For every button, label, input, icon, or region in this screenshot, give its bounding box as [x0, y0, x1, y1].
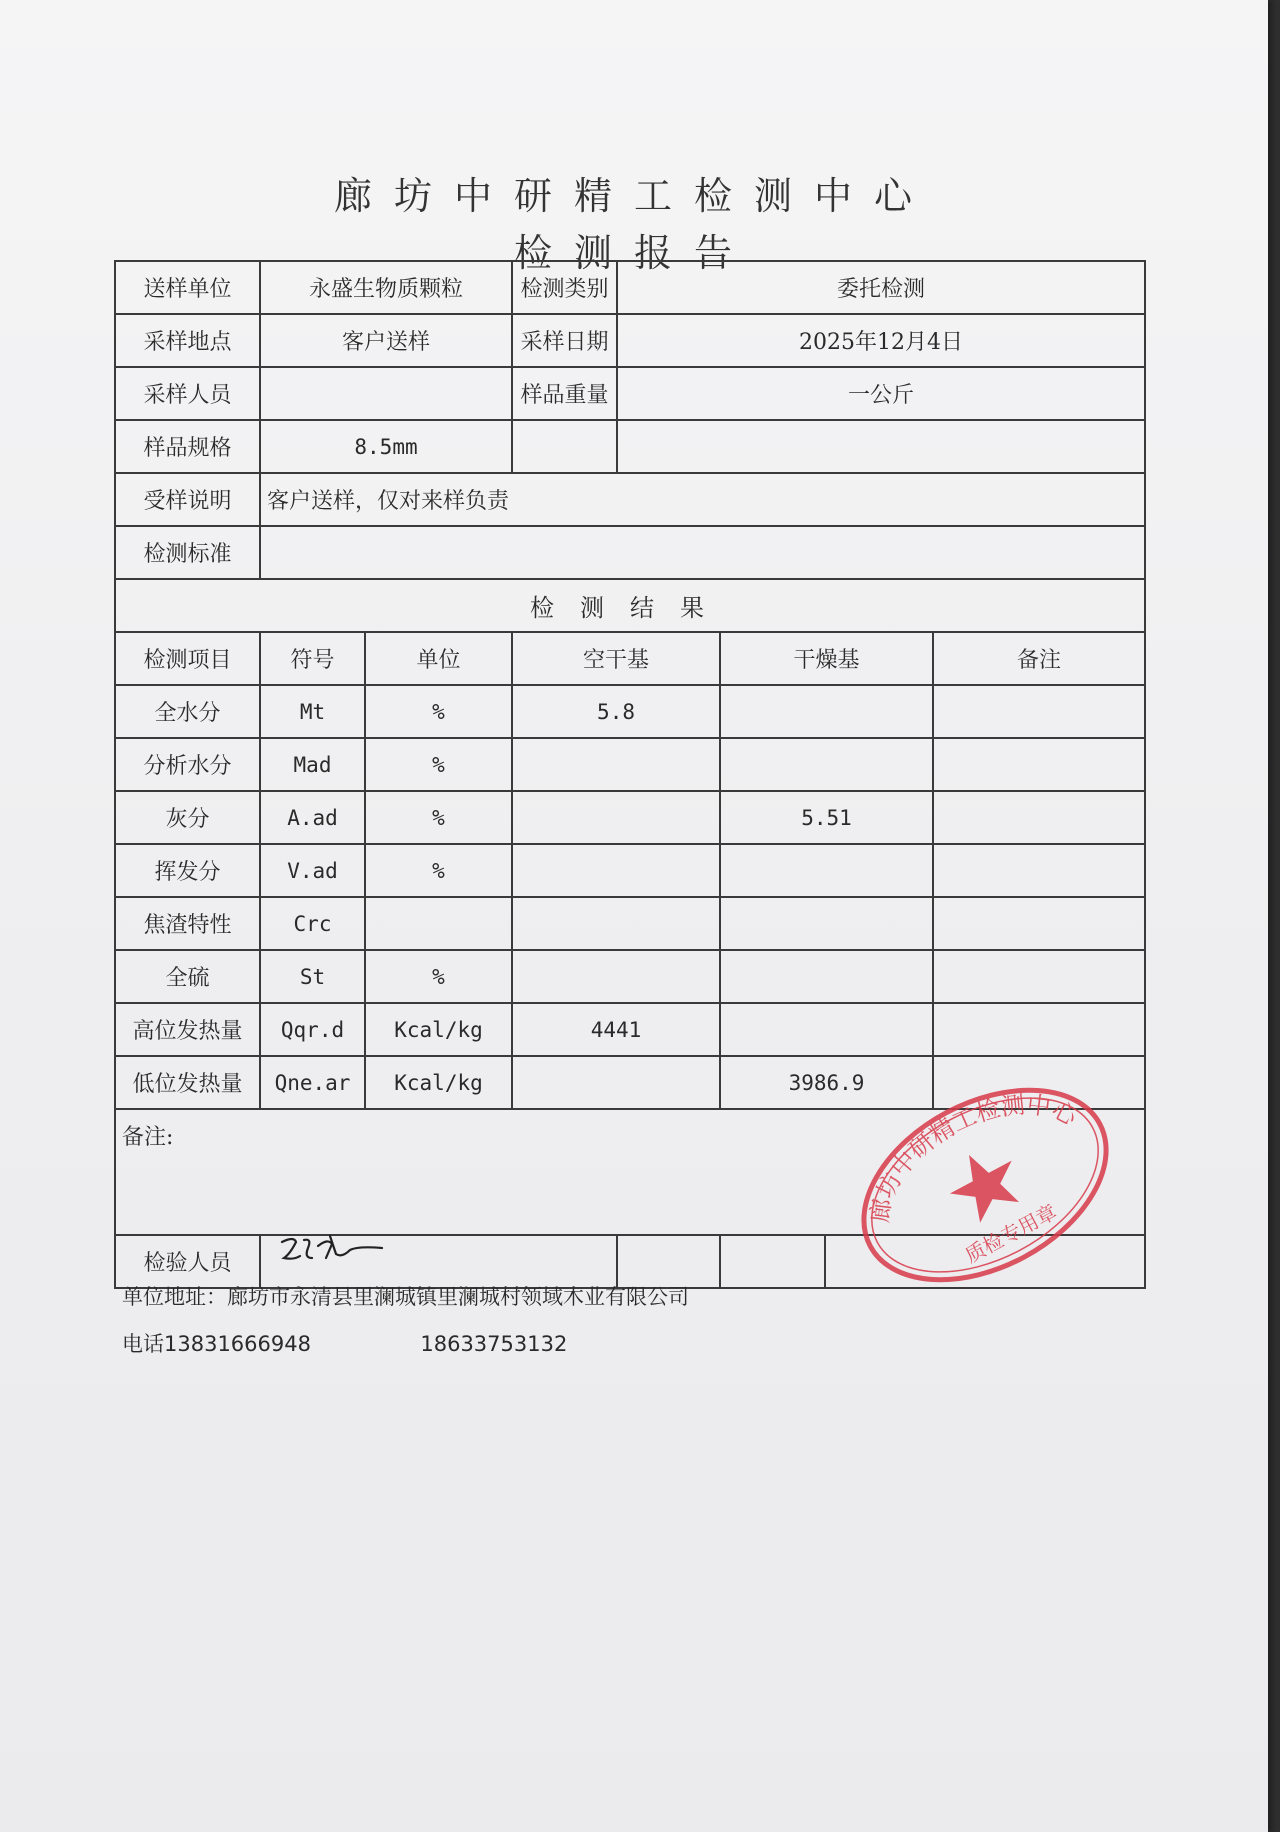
symbol-cell: A.ad	[260, 791, 365, 844]
note-cell	[933, 685, 1145, 738]
dry-cell	[720, 1003, 933, 1056]
unit-cell: %	[365, 685, 512, 738]
column-header: 干燥基	[720, 632, 933, 685]
info-value	[260, 367, 512, 420]
info-value: 永盛生物质颗粒	[260, 261, 512, 314]
info-row	[115, 314, 1145, 367]
column-header: 单位	[365, 632, 512, 685]
phone-number-1: 13831666948	[164, 1332, 311, 1356]
phone-number-2: 18633753132	[420, 1332, 568, 1356]
info-value: 委托检测	[617, 261, 1145, 314]
column-header: 符号	[260, 632, 365, 685]
table-row	[115, 791, 1145, 844]
item-cell: 焦渣特性	[115, 897, 260, 950]
item-cell: 全水分	[115, 685, 260, 738]
table-row	[115, 738, 1145, 791]
table-row	[115, 897, 1145, 950]
info-row	[115, 473, 1145, 526]
info-value: 客户送样，仅对来样负责	[260, 473, 1145, 526]
quality-stamp	[830, 1075, 1140, 1295]
info-label: 送样单位	[115, 261, 260, 314]
remarks-label: 备注:	[115, 1109, 1145, 1235]
unit-cell: %	[365, 950, 512, 1003]
stamp-org-text: 廊坊中研精工检测中心	[865, 1090, 1082, 1225]
info-value: 客户送样	[260, 314, 512, 367]
org-title: 廊坊中研精工检测中心	[333, 174, 934, 218]
address-line: 单位地址：廊坊市永清县里澜城镇里澜城村领域木业有限公司	[122, 1285, 689, 1309]
info-label: 受样说明	[115, 473, 260, 526]
air-dry-cell: 4441	[512, 1003, 720, 1056]
info-value	[260, 526, 1145, 579]
unit-cell: %	[365, 791, 512, 844]
table-row	[115, 950, 1145, 1003]
air-dry-cell	[512, 1056, 720, 1109]
info-value: 一公斤	[617, 367, 1145, 420]
info-label: 采样地点	[115, 314, 260, 367]
dry-cell	[720, 897, 933, 950]
results-header-row	[115, 632, 1145, 685]
stamp-sub-text: 质检专用章	[961, 1199, 1061, 1268]
info-row	[115, 261, 1145, 314]
air-dry-cell	[512, 738, 720, 791]
note-cell	[933, 950, 1145, 1003]
unit-cell: %	[365, 738, 512, 791]
unit-cell: %	[365, 844, 512, 897]
dry-cell	[720, 950, 933, 1003]
document-title: 检测报告	[513, 231, 754, 275]
info-row	[115, 367, 1145, 420]
item-cell: 全硫	[115, 950, 260, 1003]
unit-cell	[365, 897, 512, 950]
phone-line	[122, 1328, 567, 1358]
table-row	[115, 685, 1145, 738]
results-section-title: 检测结果	[115, 579, 1145, 632]
air-dry-cell	[512, 897, 720, 950]
column-header: 检测项目	[115, 632, 260, 685]
dry-cell	[720, 738, 933, 791]
item-cell: 分析水分	[115, 738, 260, 791]
phone-label: 电话	[122, 1332, 164, 1356]
symbol-cell: V.ad	[260, 844, 365, 897]
column-header: 备注	[933, 632, 1145, 685]
note-cell	[933, 1003, 1145, 1056]
table-row	[115, 844, 1145, 897]
note-cell	[933, 791, 1145, 844]
info-row	[115, 420, 1145, 473]
air-dry-cell	[512, 791, 720, 844]
info-label: 采样日期	[512, 314, 617, 367]
handwritten-signature	[278, 1228, 388, 1268]
info-value: 8.5mm	[260, 420, 512, 473]
symbol-cell: Mt	[260, 685, 365, 738]
air-dry-cell	[512, 950, 720, 1003]
info-empty-cell	[617, 420, 1145, 473]
dry-cell	[720, 685, 933, 738]
dry-cell	[720, 844, 933, 897]
item-cell: 高位发热量	[115, 1003, 260, 1056]
info-label: 样品重量	[512, 367, 617, 420]
info-row	[115, 526, 1145, 579]
symbol-cell: Qne.ar	[260, 1056, 365, 1109]
dry-cell: 5.51	[720, 791, 933, 844]
item-cell: 挥发分	[115, 844, 260, 897]
table-row	[115, 1003, 1145, 1056]
dry-cell: 3986.9	[720, 1056, 933, 1109]
note-cell	[933, 897, 1145, 950]
inspector-empty-cell	[720, 1235, 825, 1288]
air-dry-cell: 5.8	[512, 685, 720, 738]
item-cell: 低位发热量	[115, 1056, 260, 1109]
symbol-cell: Crc	[260, 897, 365, 950]
air-dry-cell	[512, 844, 720, 897]
info-label: 检测类别	[512, 261, 617, 314]
column-header: 空干基	[512, 632, 720, 685]
item-cell: 灰分	[115, 791, 260, 844]
inspector-label: 检验人员	[115, 1235, 260, 1288]
info-label: 样品规格	[115, 420, 260, 473]
symbol-cell: Mad	[260, 738, 365, 791]
info-label: 采样人员	[115, 367, 260, 420]
unit-cell: Kcal/kg	[365, 1056, 512, 1109]
section-row	[115, 579, 1145, 632]
info-value: 2025年12月4日	[617, 314, 1145, 367]
note-cell	[933, 844, 1145, 897]
unit-cell: Kcal/kg	[365, 1003, 512, 1056]
symbol-cell: Qqr.d	[260, 1003, 365, 1056]
info-empty-cell	[512, 420, 617, 473]
note-cell	[933, 738, 1145, 791]
info-label: 检测标准	[115, 526, 260, 579]
symbol-cell: St	[260, 950, 365, 1003]
